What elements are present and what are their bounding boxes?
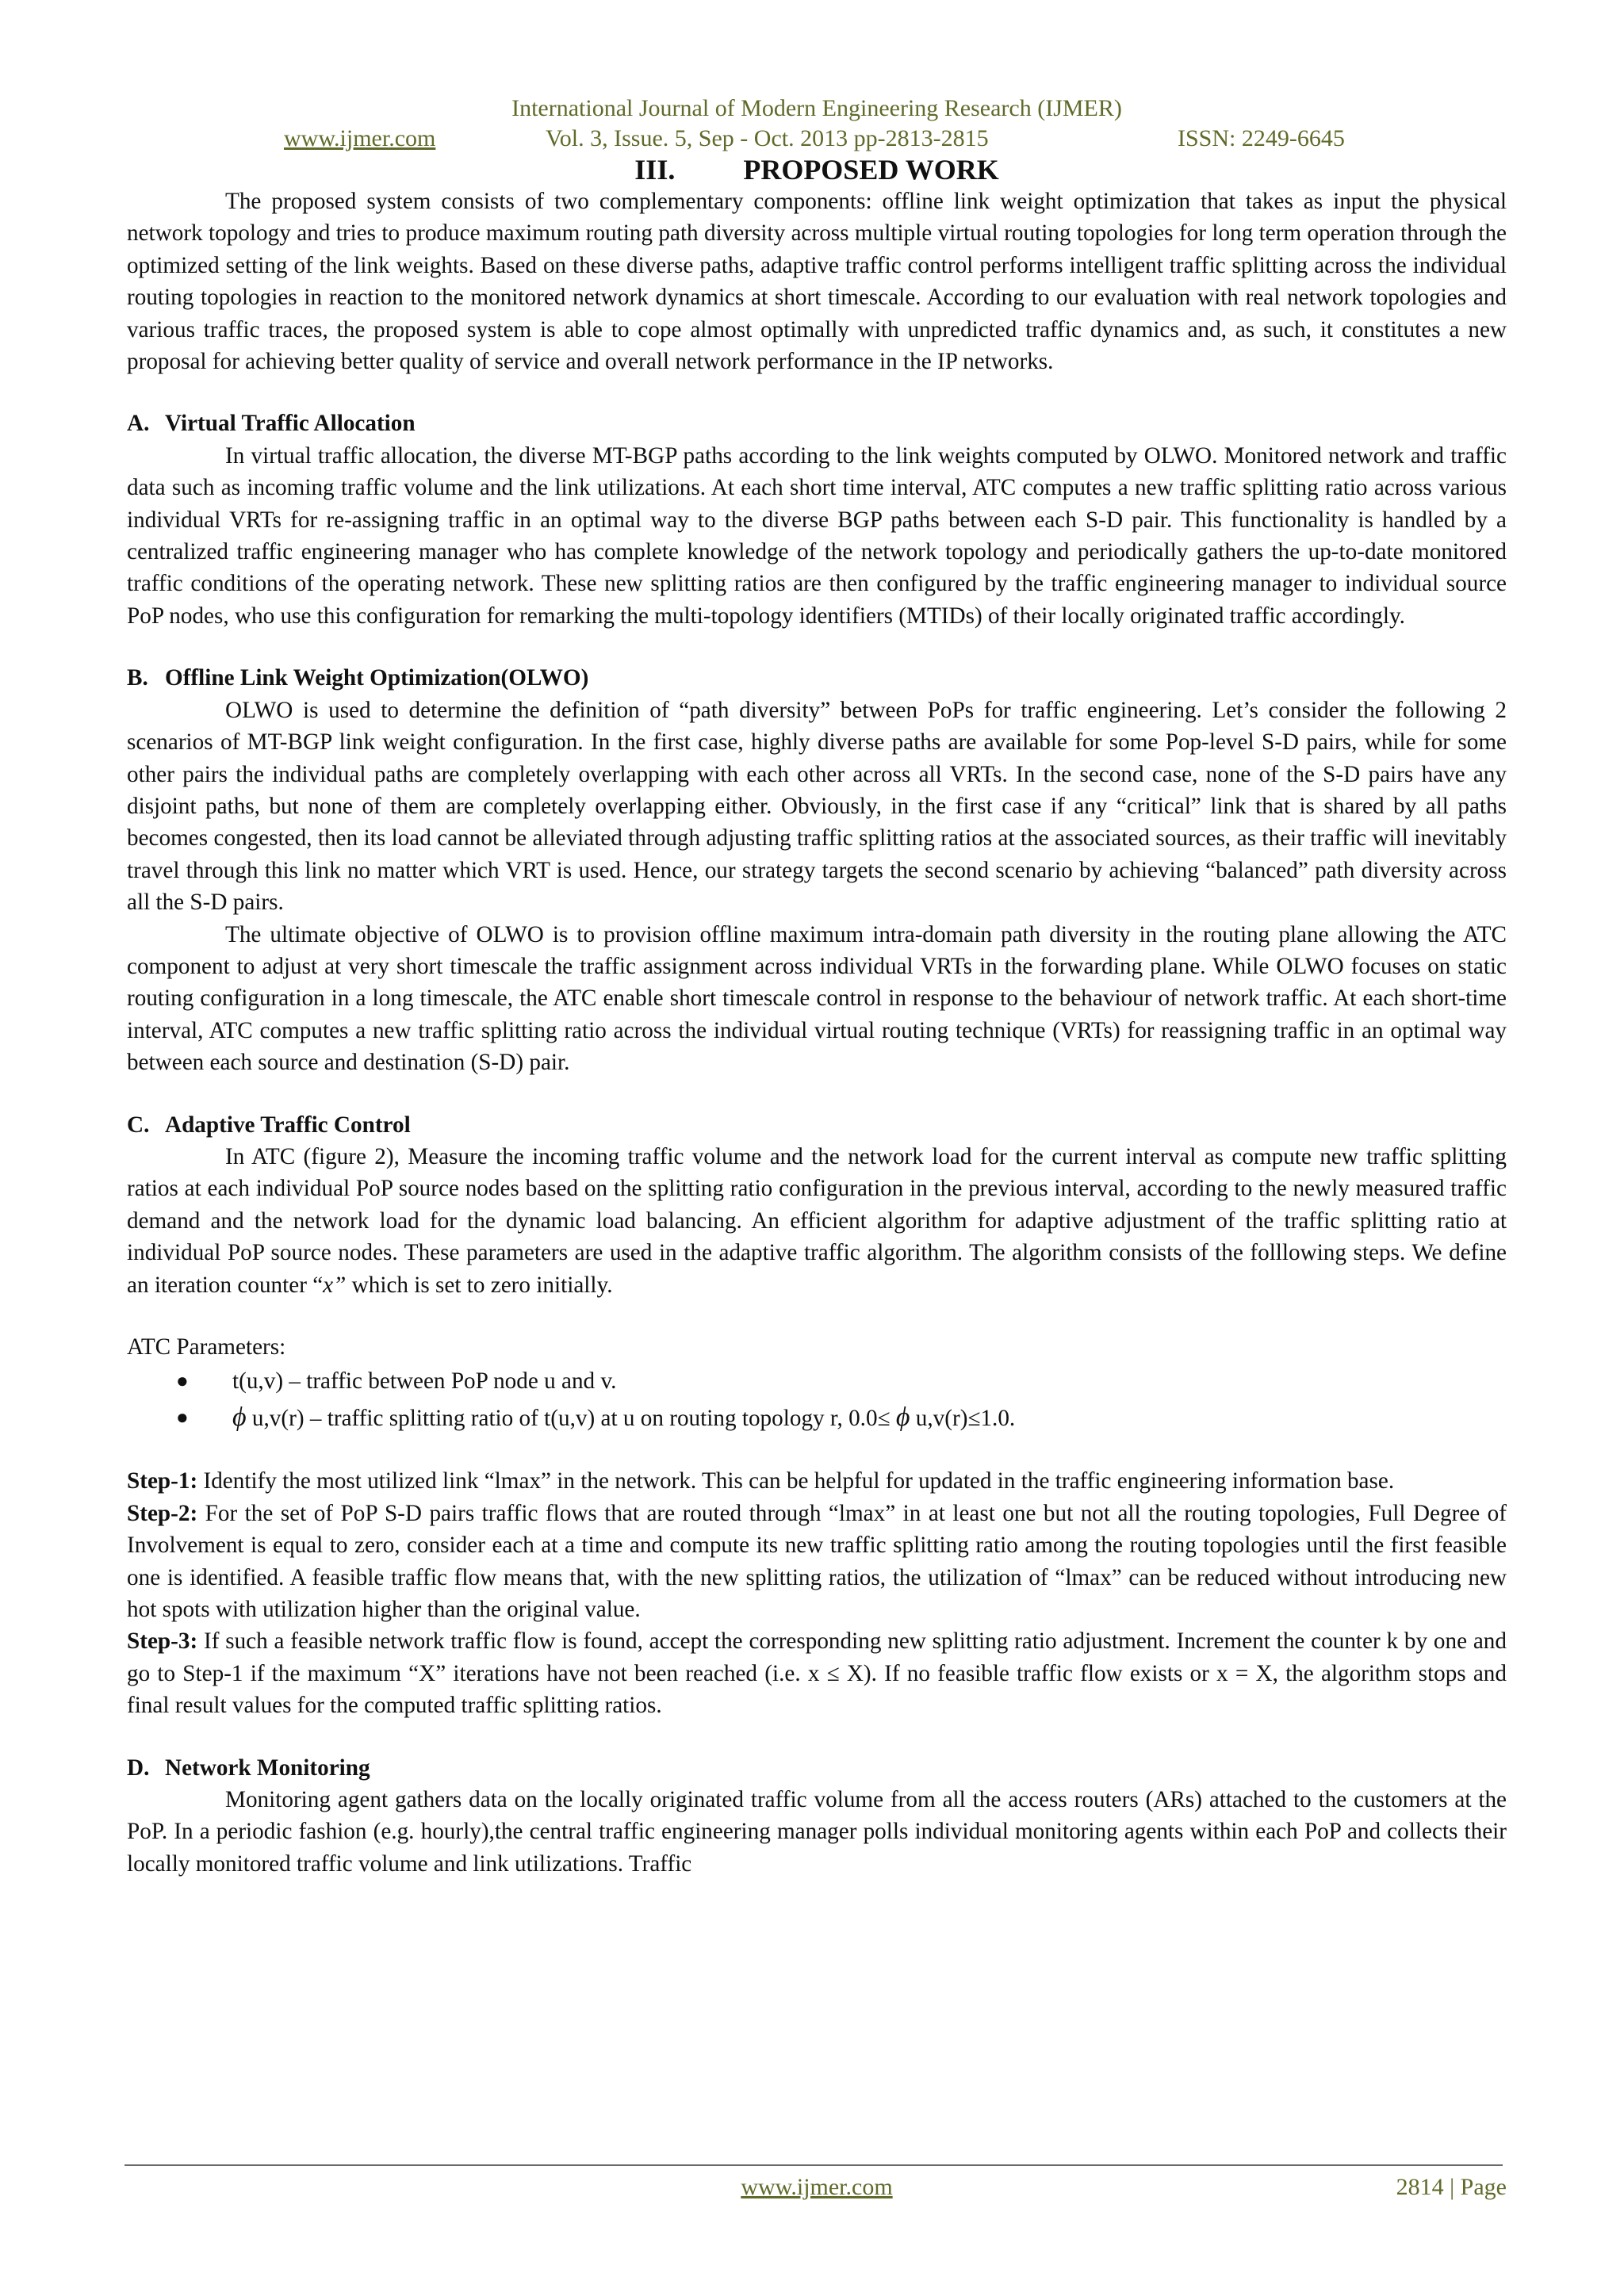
subsection-d-letter: D. <box>127 1755 150 1781</box>
journal-info-line <box>127 124 1507 155</box>
step-2 <box>127 1498 1507 1626</box>
step-3-label: Step-3: <box>127 1628 198 1655</box>
subsection-a-paragraph: In virtual traffic allocation, the diverse MT-BGP paths according to the link weights computed by OLWO. Monitored network and traffic data such as incoming traffic volume and the link utilizations. At each short time interval, ATC computes a new traffic splitting ratio across various individual VRTs for re-assigning traffic in an optimal way to the diverse BGP paths between each S-D pair. This functionality is handled by a centralized traffic engineering manager who has complete knowledge of the network topology and periodically gathers the up-to-date monitored traffic conditions of the operating network. These new splitting ratios are then configured by the traffic engineering manager to individual source PoP nodes, who use this configuration for remarking the multi-topology identifiers (MTIDs) of their locally originated traffic accordingly. <box>127 442 1507 629</box>
bullet-icon: ● <box>176 1406 189 1429</box>
subsection-a-letter: A. <box>127 411 150 437</box>
step-1-label: Step-1: <box>127 1468 198 1494</box>
paper-page <box>127 94 1507 1880</box>
step-1-text: Identify the most utilized link “lmax” in the network. This can be helpful for updated in the traffic engineering information base. <box>197 1468 1395 1494</box>
phi-symbol-icon: ϕ <box>232 1402 247 1433</box>
journal-url-link[interactable]: www.ijmer.com <box>284 125 436 151</box>
subsection-d-heading <box>127 1752 1507 1784</box>
param-2-text-a: u,v(r) – traffic splitting ratio of t(u,v) at u on routing topology r, 0.0≤ <box>251 1406 896 1432</box>
subsection-c-text-before: In ATC (figure 2), Measure the incoming traffic volume and the network load for the current interval as compute new traffic splitting ratios at each individual PoP source nodes based on the splitting ratio configuration in the previous interval, according to the newly measured traffic demand and the network load for the dynamic load balancing. An efficient algorithm for adaptive adjustment of the traffic splitting ratio at individual PoP source nodes. These parameters are used in the adaptive traffic algorithm. The algorithm consists of the folllowing steps. We define an iteration counter “ <box>127 1143 1507 1298</box>
subsection-d-paragraph: Monitoring agent gathers data on the locally originated traffic volume from all the access routers (ARs) attached to the customers at the PoP. In a periodic fashion (e.g. hourly),the central traffic engineering manager polls individual monitoring agents within each PoP and collects their locally monitored traffic volume and link utilizations. Traffic <box>127 1787 1507 1877</box>
phi-symbol-icon: ϕ <box>895 1402 910 1433</box>
step-2-label: Step-2: <box>127 1500 198 1526</box>
section-number: III. <box>634 154 676 186</box>
page-footer <box>127 2174 1507 2209</box>
subsection-c-letter: C. <box>127 1112 150 1138</box>
subsection-c-text-after: which is set to zero initially. <box>346 1272 613 1298</box>
subsection-a-heading <box>127 408 1507 439</box>
subsection-b-letter: B. <box>127 665 148 691</box>
journal-volume: Vol. 3, Issue. 5, Sep - Oct. 2013 pp-2813-2815 <box>546 125 989 151</box>
atc-params-label: ATC Parameters: <box>127 1334 286 1360</box>
subsection-c-title: Adaptive Traffic Control <box>165 1112 411 1138</box>
subsection-a-title: Virtual Traffic Allocation <box>165 411 416 437</box>
step-3-text: If such a feasible network traffic flow is found, accept the corresponding new splitting ratio adjustment. Increment the counter k by one and go to Step-1 if the maximum “X” iterations have not been reached (i.e. x ≤ X). If no feasible traffic flow exists or x = X, the algorithm stops and final result values for the computed traffic splitting ratios. <box>127 1628 1507 1719</box>
param-2-text-b: u,v(r)≤1.0. <box>915 1406 1016 1432</box>
subsection-b-paragraph-1: OLWO is used to determine the definition of “path diversity” between PoPs for traffic engineering. Let’s consider the following 2 scenarios of MT-BGP link weight configuration. In the first case, highly diverse paths are available for some Pop-level S-D pairs, while for some other pairs the individual paths are completely overlapping with each other across all VRTs. In the second case, none of the S-D pairs have any disjoint paths, but none of them are completely overlapping either. Obviously, in the first case if any “critical” link that is shared by all paths becomes congested, then its load cannot be alleviated through adjusting traffic splitting ratios at the associated sources, as their traffic will inevitably travel through this link no matter which VRT is used. Hence, our strategy targets the second scenario by achieving “balanced” path diversity across all the S-D pairs. <box>127 697 1507 916</box>
subsection-b-paragraph-2: The ultimate objective of OLWO is to provision offline maximum intra-domain path diversity in the routing plane allowing the ATC component to adjust at very short timescale the traffic assignment across individual VRTs in the forwarding plane. While OLWO focuses on static routing configuration in a long timescale, the ATC enable short timescale control in response to the behaviour of network traffic. At each short-time interval, ATC computes a new traffic splitting ratio across the individual virtual routing technique (VRTs) for reassigning traffic in an optimal way between each source and destination (S-D) pair. <box>127 921 1507 1076</box>
bullet-icon: ● <box>176 1369 189 1393</box>
page-number: 2814 | Page <box>1396 2174 1507 2200</box>
atc-params-list <box>127 1363 1507 1437</box>
section-heading <box>127 154 1507 186</box>
subsection-b-heading <box>127 662 1507 694</box>
step-3 <box>127 1625 1507 1721</box>
subsection-d-title: Network Monitoring <box>165 1755 370 1781</box>
iteration-variable: x” <box>323 1272 347 1298</box>
subsection-c-paragraph <box>127 1141 1507 1301</box>
section-intro-paragraph: The proposed system consists of two complementary components: offline link weight optimization that takes as input the physical network topology and tries to produce maximum routing path diversity across multiple virtual routing topologies for long term operation through the optimized setting of the link weights. Based on these diverse paths, adaptive traffic control performs intelligent traffic splitting across the individual routing topologies in reaction to the monitored network dynamics at short timescale. According to our evaluation with real network topologies and various traffic traces, the proposed system is able to cope almost optimally with unpredicted traffic dynamics and, as such, it constitutes a new proposal for achieving better quality of service and overall network performance in the IP networks. <box>127 189 1507 375</box>
step-1 <box>127 1465 1507 1497</box>
section-title: PROPOSED WORK <box>743 154 999 186</box>
step-2-text: For the set of PoP S-D pairs traffic flows that are routed through “lmax” in at least one but not all the routing topologies, Full Degree of Involvement is equal to zero, consider each at a time and compute its new traffic splitting ratio among the routing topologies until the first feasible one is identified. A feasible traffic flow means that, with the new splitting ratios, the utilization of “lmax” can be reduced without introducing new hot spots with utilization higher than the original value. <box>127 1500 1507 1623</box>
param-1-text: t(u,v) – traffic between PoP node u and v. <box>232 1368 617 1395</box>
subsection-b-title: Offline Link Weight Optimization(OLWO) <box>165 665 589 691</box>
list-item <box>127 1363 1507 1399</box>
algorithm-steps <box>127 1465 1507 1721</box>
subsection-c-heading <box>127 1109 1507 1141</box>
footer-divider <box>124 2164 1503 2166</box>
journal-issn: ISSN: 2249-6645 <box>1178 125 1345 151</box>
footer-url-link[interactable]: www.ijmer.com <box>741 2174 893 2200</box>
list-item <box>127 1399 1507 1437</box>
journal-name: International Journal of Modern Engineering Research (IJMER) <box>511 95 1122 121</box>
